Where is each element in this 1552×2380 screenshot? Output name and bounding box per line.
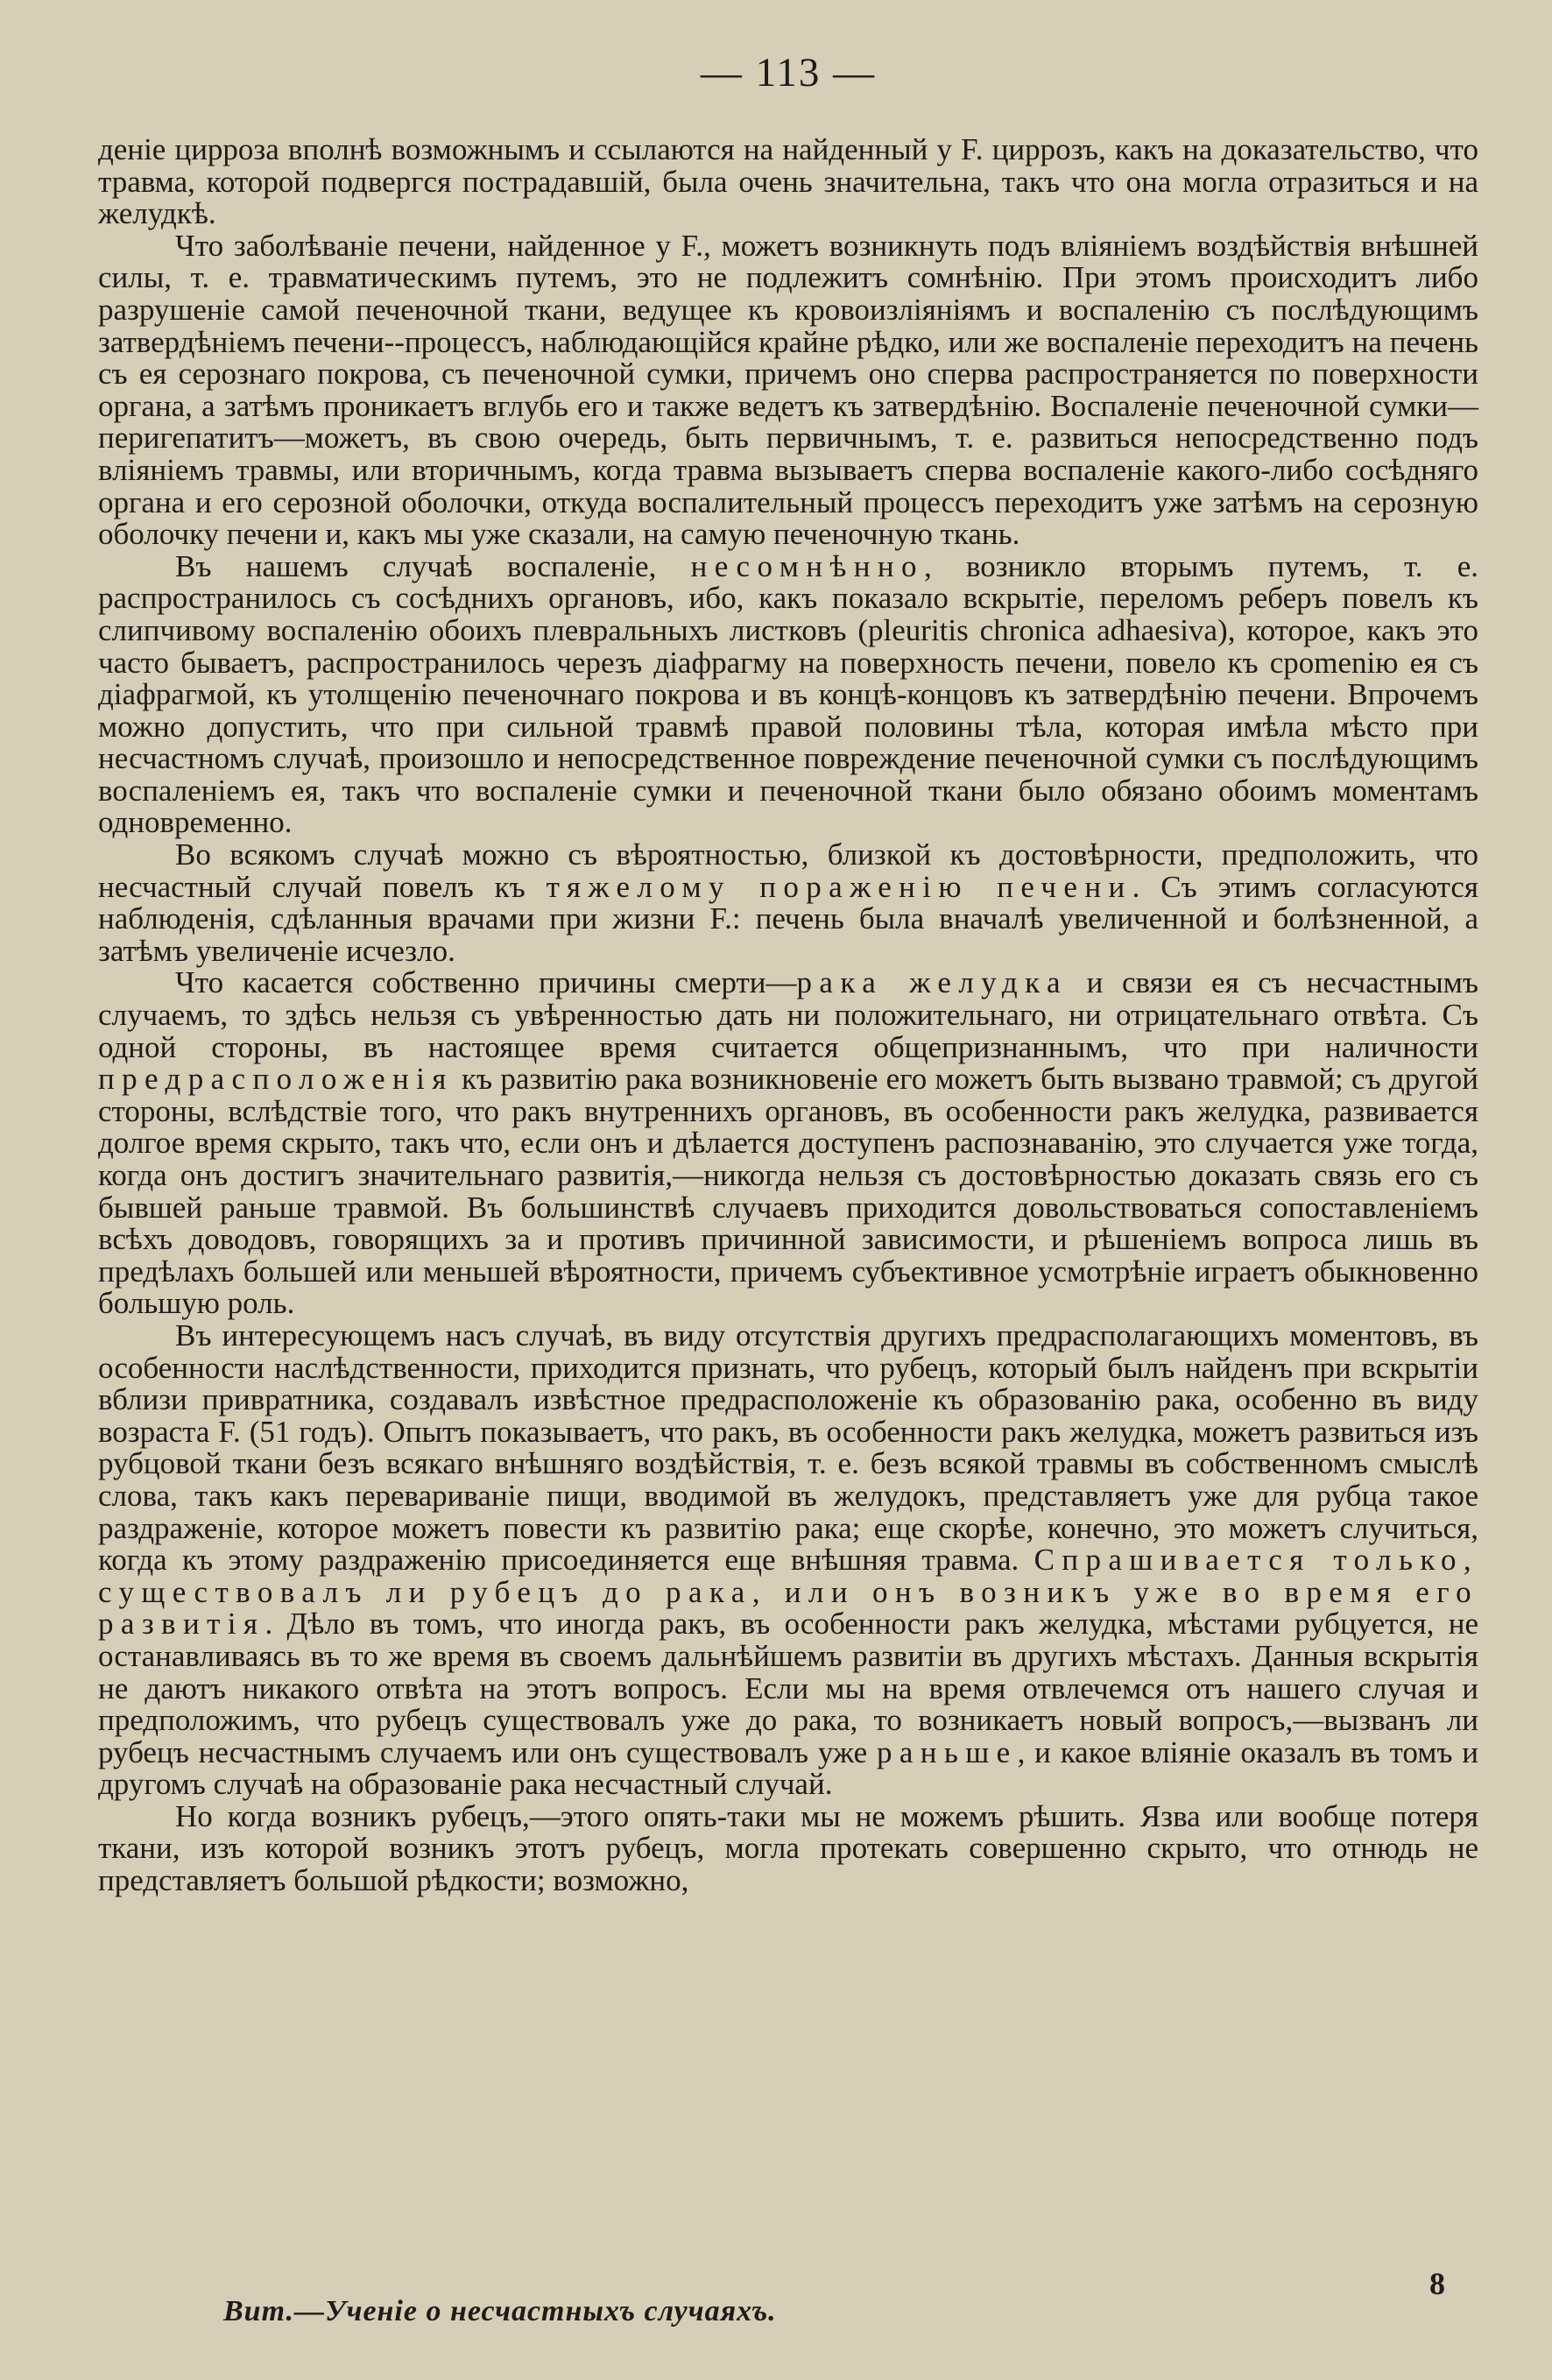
text-run: Что касается собственно причины смерти— [175,965,797,1000]
spaced-emphasis-text: Спрашивается только, существовалъ ли рубецъ до рака, или онъ возникъ уже во время его развитія [98,1543,1478,1642]
text-run: Что заболѣваніе печени, найденное у F., можетъ возникнуть подъ вліяніемъ воздѣйствія внѣшней силы, т. е. травматическимъ путемъ, это не подлежитъ сомнѣнію. При этомъ происходитъ либо разрушеніе самой печеночной ткани, ведущее къ кровоизліяніямъ и воспаленію съ послѣдующимъ затвердѣніемъ печени--процессъ, наблюдающійся крайне рѣдко, или же воспаленіе переходитъ на печень съ ея серознаго покрова, съ печеночной сумки, причемъ оно сперва распространяется по поверхности органа, а затѣмъ проникаетъ вглубь его и также ведетъ къ затвердѣнію. Воспаленіе печеночной сумки—перигепатитъ—можетъ, въ свою очередь, быть первичнымъ, т. е. развиться непосредственно подъ вліяніемъ травмы, или вторичнымъ, когда травма вызываетъ сперва воспаленіе какого-либо сосѣдняго органа и его серозной оболочки, откуда воспалительный процессъ переходитъ уже затѣмъ на серозную оболочку печени и, какъ мы уже сказали, на самую печеночную ткань. [98,228,1478,552]
text-run: къ развитію рака возникновеніе его можетъ быть вызвано травмой; съ другой стороны, вслѣдствіе того, что ракъ внутреннихъ органовъ, въ особенности ракъ желудка, развивается долгое время скрыто, такъ что, если онъ и дѣлается доступенъ распознаванію, это случается уже тогда, когда онъ достигъ значительнаго развитія,—никогда нельзя съ достовѣрностью доказать связь его съ бывшей раньше травмой. Въ большинствѣ случаевъ приходится довольствоваться сопоставленіемъ всѣхъ доводовъ, говорящихъ за и противъ причинной зависимости, и рѣшеніемъ вопроса лишь въ предѣлахъ большей или меньшей вѣроятности, причемъ субъективное усмотрѣніе играетъ обыкновенно большую роль. [98,1062,1478,1321]
spaced-emphasis-text: рака желудка [796,965,1068,1000]
text-run: . Дѣло въ томъ, что иногда ракъ, въ особенности ракъ желудка, мѣстами рубцуется, не останавливаясь въ то же время въ своемъ дальнѣйшемъ развитіи въ другихъ мѣстахъ. Данныя вскрытія не даютъ никакого отвѣта на этотъ вопросъ. Если мы на время отвлечемся отъ нашего случая и предположимъ, что рубецъ существовалъ уже до рака, то возникаетъ новый вопросъ,—вызванъ ли рубецъ несчастнымъ случаемъ или онъ существовалъ уже [98,1607,1478,1769]
spaced-emphasis-text: раньше [876,1734,1018,1769]
spaced-emphasis-text: несомнѣнно [690,548,924,583]
text-run: , возникло вторымъ путемъ, т. е. распространилось съ сосѣднихъ органовъ, ибо, какъ показало вскрытіе, переломъ реберъ повелъ къ слипчивому воспаленію обоихъ плевральныхъ листковъ (pleuritis chronica adhaesiva), которое, какъ это часто бываетъ, распространилось черезъ діафрагму на поверхность печени, повело къ сроmenію ея съ діафрагмой, къ утолщенію печеночнаго покрова и въ концѣ-концовъ къ затвердѣнію печени. Впрочемъ можно допустить, что при сильной травмѣ правой половины тѣла, которая имѣла мѣсто при несчастномъ случаѣ, произошло и непосредственное повреждение печеночной сумки съ послѣдующимъ воспаленіемъ ея, такъ что воспаленіе сумки и печеночной ткани было обязано обоимъ моментамъ одновременно. [98,548,1478,840]
paragraph [98,134,1478,230]
text-run: Во всякомъ случаѣ можно съ вѣроятностью, близкой къ достовѣрности, предположить, что несчастный случай повелъ къ [98,837,1478,904]
page-number: — 113 — [700,50,877,95]
text-run: деніе цирроза вполнѣ возможнымъ и ссылаются на найденный у F. циррозъ, какъ на доказательство, что травма, которой подвергся пострадавшій, была очень значительна, такъ что она могла отразиться и на желудкѣ. [98,132,1478,231]
paragraph [98,1798,1478,1898]
spaced-emphasis-text: предрасположенія [98,1062,454,1097]
text-run: , и какое вліяніе оказалъ въ томъ и другомъ случаѣ на образованіе рака несчастный случай. [98,1734,1478,1802]
text-body [98,134,1478,1897]
paragraph [98,548,1478,840]
text-run: Въ интересующемъ насъ случаѣ, въ виду отсутствія другихъ предрасполагающихъ моментовъ, въ особенности наслѣдственности, приходится признать, что рубецъ, который былъ найденъ при вскрытіи вблизи привратника, создавалъ извѣстное предрасположеніе къ образованію рака, особенно въ виду возраста F. (51 годъ). Опытъ показываетъ, что ракъ, въ особенности ракъ желудка, можетъ развиться изъ рубцовой ткани безъ всякаго внѣшняго воздѣйствія, т. е. безъ всякой травмы въ собственномъ смыслѣ слова, такъ какъ перевариваніе пищи, вводимой въ желудокъ, представляетъ уже для рубца такое раздраженіе, которое можетъ повести къ развитію рака; еще скорѣе, конечно, это можетъ случиться, когда къ этому раздраженію присоединяется еще внѣшняя травма. [98,1317,1478,1578]
text-run: и связи ея съ несчастнымъ случаемъ, то здѣсь нельзя съ увѣренностью дать ни положительнаго, ни отрицательнаго отвѣта. Съ одной стороны, въ настоящее время считается общепризнаннымъ, что при наличности [98,965,1479,1064]
running-footer-title: Вит.—Ученіе о несчастныхъ случаяхъ. [223,2295,777,2327]
paragraph [98,967,1478,1320]
paragraph [98,1317,1478,1802]
paragraph [98,839,1478,967]
page-footer [0,2266,1552,2339]
text-run: Но когда возникъ рубецъ,—этого опять-таки мы не можемъ рѣшить. Язва или вообще потеря ткани, изъ которой возникъ этотъ рубецъ, могла протекать совершенно скрыто, что отнюдь не представляетъ большой рѣдкости; возможно, [98,1798,1478,1898]
paragraph [98,230,1478,551]
sheet-signature-number: 8 [1429,2266,1445,2301]
text-run: . Съ этимъ согласуются наблюденія, сдѣланныя врачами при жизни F.: печень была вначалѣ увеличенной и болѣзненной, а затѣмъ увеличеніе исчезло. [98,869,1479,968]
text-run: Въ нашемъ случаѣ воспаленіе, [175,548,691,583]
spaced-emphasis-text: тяжелому пораженію печени [546,869,1132,904]
